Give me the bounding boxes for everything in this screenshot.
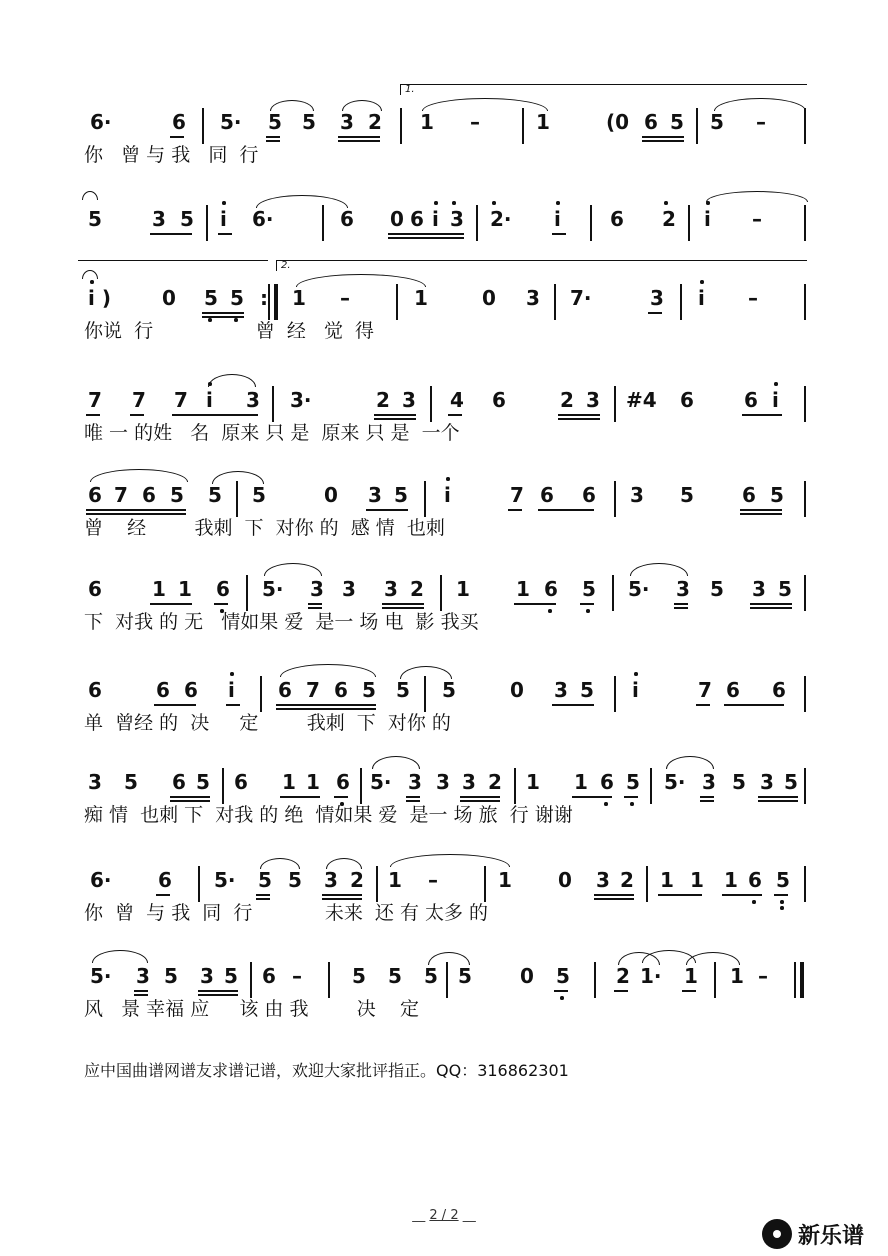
lyrics-row: 唯 一 的姓 名 原来 只 是 原来 只 是 一个 — [84, 422, 460, 444]
notes-row: 6 1 1 6 5· 3 3 3 2 1 1 6 5 5· 3 5 3 5 — [84, 575, 808, 605]
notes-row: 3 5 6 5 6 1 1 6 5· 3 3 3 2 1 1 6 5 5· 3 5 3 5 — [84, 768, 808, 798]
notes-row: 6 6 6 i 6 7 6 5 5 5 0 3 5 i 7 6 6 — [84, 676, 808, 706]
lyrics-row: 你 曾 与 我 同 行 — [84, 144, 259, 166]
volta-2-label: 2. — [281, 260, 291, 271]
lyrics-row: 你 曾 与 我 同 行 未来 还 有 太多 的 — [84, 902, 489, 924]
transcriber-note: 应中国曲谱网谱友求谱记谱，欢迎大家批评指正。QQ：316862301 — [84, 1061, 569, 1080]
notes-row: 6· 6 5· 5 5 3 2 1 – 1 (0 6 5 5 – 1. — [84, 108, 808, 138]
notes-row: 5· 3 5 3 5 6 – 5 5 5 5 0 5 2 1· 1 1 – — [84, 962, 808, 992]
notes-row: 6 7 6 5 5 5 0 3 5 i 7 6 6 3 5 6 5 — [84, 481, 808, 511]
lyrics-row: 曾 经 我刺 下 对你 的 感 情 也刺 — [84, 517, 445, 539]
notes-row: 7 7 7 i 3 3· 2 3 4 6 2 3 #4 6 6 i — [84, 386, 808, 416]
volta-1-label: 1. — [405, 84, 415, 95]
lyrics-row: 下 对我 的 无 情如果 爱 是一 场 电 影 我买 — [84, 611, 479, 633]
site-logo[interactable] — [762, 1218, 864, 1250]
lyrics-row: 痴 情 也刺 下 对我 的 绝 情如果 爱 是一 场 旅 行 谢谢 — [84, 804, 573, 826]
lyrics-row: 单 曾经 的 决 定 我刺 下 对你 的 — [84, 712, 451, 734]
record-disc-icon — [762, 1219, 792, 1249]
page-number-text: 2 / 2 — [429, 1208, 459, 1223]
notes-row: 6· 6 5· 5 5 3 2 1 – 1 0 3 2 1 1 1 6 5 — [84, 866, 808, 896]
page-number: __ 2 / 2 __ — [412, 1208, 476, 1223]
lyrics-row: 你说 行 曾 经 觉 得 — [84, 320, 375, 342]
notes-row: i ) 0 5 5 : 1 – 1 0 3 7· 3 i – 2. — [84, 284, 808, 314]
notes-row: 5 3 5 i 6· 6 0 6 i 3 2· i 6 2 i – — [84, 205, 808, 235]
lyrics-row: 风 景 幸福 应 该 由 我 决 定 — [84, 998, 419, 1020]
logo-text: 新乐谱 — [798, 1223, 865, 1249]
